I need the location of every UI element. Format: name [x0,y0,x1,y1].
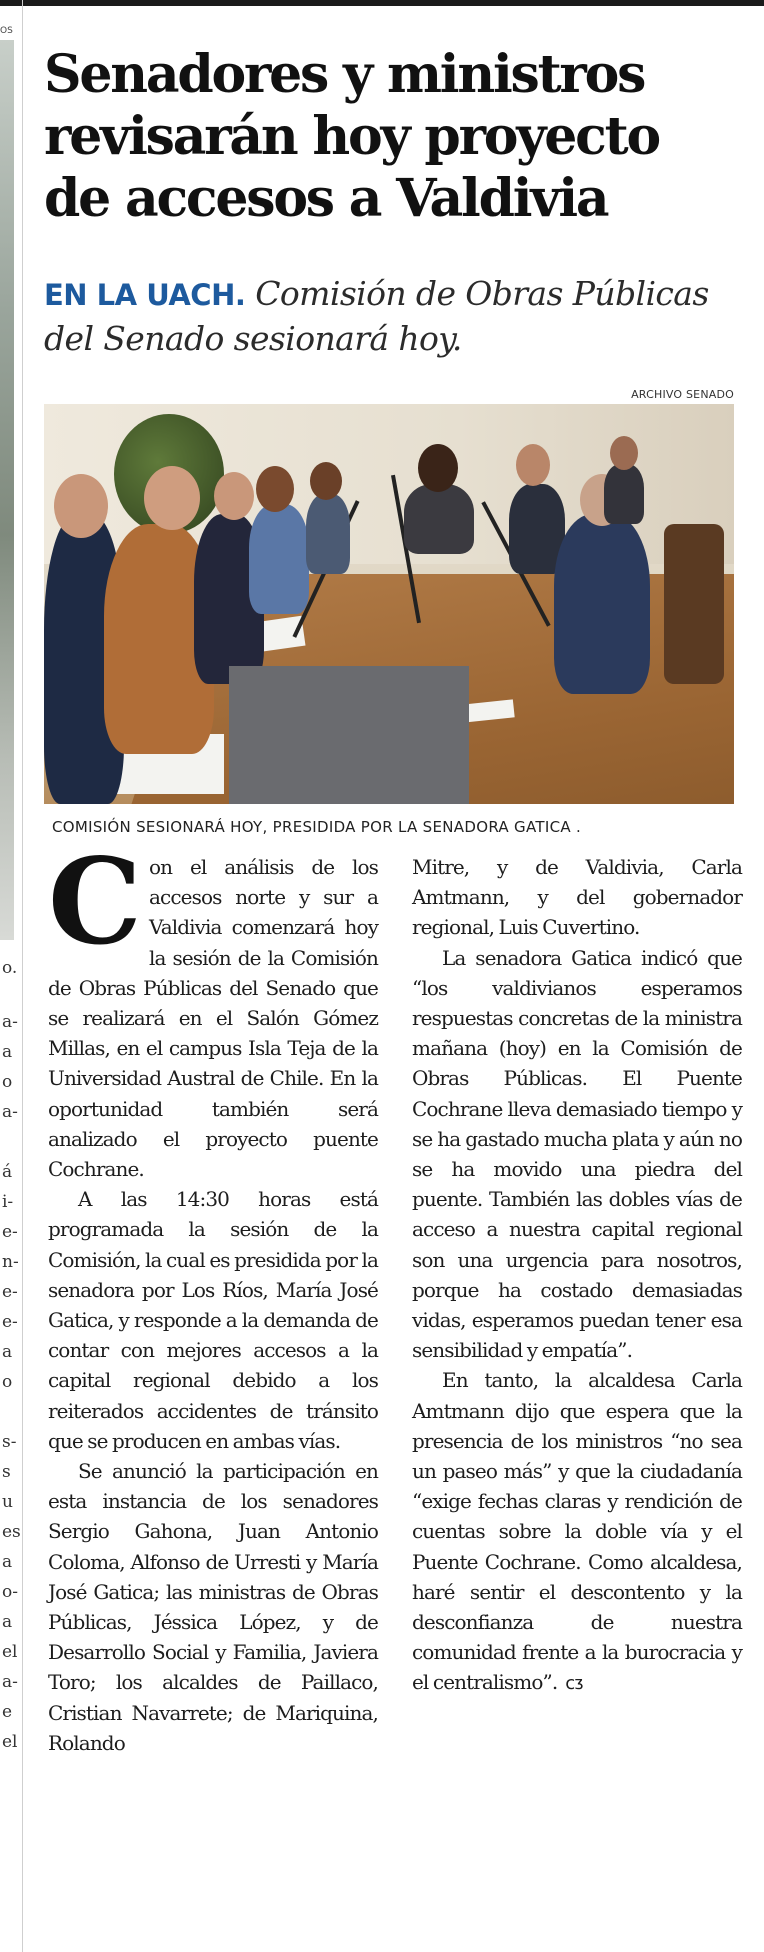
edge-tag: OS [0,26,13,36]
photo-person [306,494,350,574]
edge-fragment: a- [2,1012,18,1032]
end-mark-icon: ᴄᴣ [565,1673,583,1695]
edge-fragment: o. [2,958,18,978]
edge-fragment: a- [2,1672,18,1692]
photo-laptop [229,666,469,804]
headline: Senadores y ministros revisarán hoy proyecto de accesos a Valdivia [44,44,659,229]
edge-fragment: el [2,1732,18,1752]
paragraph-text: En tanto, la alcaldesa Carla Amtmann dijo que espera que la presencia de los ministros “no sea un paseo más” y que la ciudadanía “exige fechas claras y rendición de cuentas sobre la doble vía y el Puente Cochrane. Como alcaldesa, haré sentir el descontento y la desconfianza de nuestra comunidad frente a la burocracia y el centralismo”. [412,1368,742,1695]
photo-head [214,472,254,520]
photo-person [249,504,309,614]
edge-fragment: i- [2,1192,14,1212]
top-rule [0,0,764,6]
deck [44,272,734,361]
edge-fragment: a- [2,1102,18,1122]
photo-head [144,466,200,530]
photo-credit: ARCHIVO SENADO [631,388,734,401]
deck-text: Comisión de Obras Públicas del Senado sesionará hoy. [44,274,709,358]
edge-fragment: el [2,1642,18,1662]
edge-fragment: s- [2,1432,17,1452]
article-column-1 [48,832,378,1758]
kicker: EN LA UACH. [44,278,246,312]
edge-fragment: a [2,1342,13,1362]
edge-fragment: n- [2,1252,19,1272]
edge-fragment: a [2,1042,13,1062]
paragraph: Mitre, y de Valdivia, Carla Amtmann, y del gobernador regional, Luis Cuvertino. [412,855,742,940]
photo-head [610,436,638,470]
article-photo [44,404,734,804]
edge-fragment: e- [2,1282,18,1302]
edge-fragment: es [2,1522,21,1542]
photo-caption: COMISIÓN SESIONARÁ HOY, PRESIDIDA POR LA SENADORA GATICA . [52,818,582,836]
photo-head [516,444,550,486]
dropcap: C [48,832,142,971]
photo-person [404,484,474,554]
edge-fragment: s [2,1462,11,1482]
edge-fragment: e- [2,1222,18,1242]
photo-head [54,474,108,538]
photo-head [256,466,294,512]
edge-fragment: u [2,1492,13,1512]
photo-chair [664,524,724,684]
edge-fragment: a [2,1552,13,1572]
edge-fragment: e- [2,1312,18,1332]
paragraph [412,1365,742,1699]
edge-fragment: o- [2,1582,18,1602]
photo-person [554,514,650,694]
edge-fragment: e [2,1702,13,1722]
paragraph: A las 14:30 horas está programada la sesión de la Comisión, la cual es presidida por la senadora por Los Ríos, María José Gatica, y responde a la demanda de contar con mejores accesos a la capital regional debido a los reiterados accidentes de tránsito que se producen en ambas vías. [48,1187,378,1453]
paragraph: Se anunció la participación en esta instancia de los senadores Sergio Gahona, Juan Antonio Coloma, Alfonso de Urresti y María José Gatica; las ministras de Obras Públicas, Jéssica López, y de Desarrollo Social y Familia, Javiera Toro; los alcaldes de Paillaco, Cristian Navarrete; de Mariquina, Rolando [48,1459,378,1755]
edge-fragment: o [2,1372,13,1392]
article-column-2 [412,852,742,1700]
photo-head [418,444,458,492]
adjacent-photo-edge [0,40,14,940]
edge-fragment: a [2,1612,13,1632]
edge-fragment: á [2,1162,13,1182]
photo-head [310,462,342,500]
paragraph: on el análisis de los accesos norte y sur a Valdivia comenzará hoy la sesión de la Comisión de Obras Públicas del Senado que se realizará en el Salón Gómez Millas, en el campus Isla Teja de la Universidad Austral de Chile. En la oportunidad también será analizado el proyecto puente Cochrane. [48,855,378,1182]
photo-person [604,464,644,524]
edge-fragment: o [2,1072,13,1092]
paragraph: La senadora Gatica indicó que “los valdivianos esperamos respuestas concretas de la ministra mañana (hoy) en la Comisión de Obras Públicas. El Puente Cochrane lleva demasiado tiempo y se ha gastado mucha plata y aún no se ha movido una piedra del puente. También las dobles vías de acceso a nuestra capital regional son una urgencia para nosotros, porque ha costado demasiadas vidas, esperamos puedan tener esa sensibilidad y empatía”. [412,945,742,1363]
adjacent-article-edge [0,0,23,1952]
